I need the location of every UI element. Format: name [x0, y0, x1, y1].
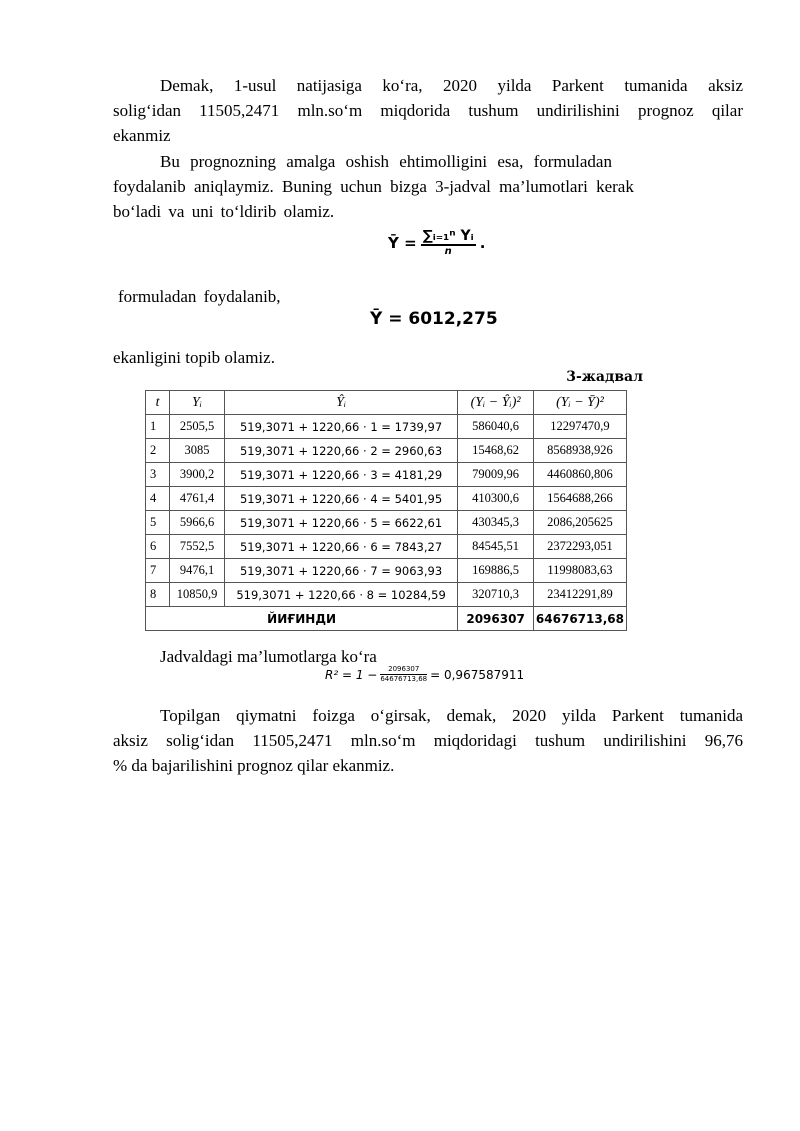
total-sq-deviation: 64676713,68 [533, 607, 626, 631]
table-caption: 3-жадвал [566, 369, 643, 385]
cell-y-hat: 519,3071 + 1220,66 · 3 = 4181,29 [224, 463, 457, 487]
cell-t: 8 [146, 583, 170, 607]
table-total-row [146, 607, 627, 631]
cell-t: 5 [146, 511, 170, 535]
paragraph-1-line-3: ekanmiz [113, 126, 171, 145]
cell-sq-deviation: 4460860,806 [533, 463, 626, 487]
cell-sq-deviation: 12297470,9 [533, 415, 626, 439]
cell-y: 5966,6 [170, 511, 225, 535]
mean-formula [388, 228, 485, 257]
data-table [145, 390, 627, 631]
table-row [146, 439, 627, 463]
cell-y: 3900,2 [170, 463, 225, 487]
header-y-hat: Ŷᵢ [224, 391, 457, 415]
cell-sq-deviation: 11998083,63 [533, 559, 626, 583]
table-row [146, 535, 627, 559]
cell-t: 3 [146, 463, 170, 487]
table-row [146, 511, 627, 535]
table-row [146, 463, 627, 487]
table-row [146, 487, 627, 511]
header-y: Yᵢ [170, 391, 225, 415]
paragraph-2-line-2: foydalanib aniqlaymiz. Buning uchun bizga 3-jadval ma’lumotlari kerak [113, 177, 634, 196]
table-header-row [146, 391, 627, 415]
cell-y: 4761,4 [170, 487, 225, 511]
cell-sq-error: 320710,3 [458, 583, 534, 607]
cell-y-hat: 519,3071 + 1220,66 · 2 = 2960,63 [224, 439, 457, 463]
cell-sq-error: 586040,6 [458, 415, 534, 439]
r-squared-denominator: 64676713,68 [380, 675, 428, 683]
cell-sq-deviation: 8568938,926 [533, 439, 626, 463]
paragraph-4: ekanligini topib olamiz. [113, 348, 275, 367]
paragraph-1-line-1: Demak, 1-usul natijasiga ko‘ra, 2020 yilda Parkent tumanida aksiz [160, 76, 743, 95]
table-row [146, 559, 627, 583]
paragraph-3: formuladan foydalanib, [118, 287, 281, 306]
cell-t: 7 [146, 559, 170, 583]
cell-y: 7552,5 [170, 535, 225, 559]
r-squared-rhs: = 0,967587911 [430, 667, 525, 682]
table-row [146, 583, 627, 607]
header-sq-error: (Yᵢ − Ŷᵢ)² [458, 391, 534, 415]
cell-y-hat: 519,3071 + 1220,66 · 8 = 10284,59 [224, 583, 457, 607]
cell-y-hat: 519,3071 + 1220,66 · 4 = 5401,95 [224, 487, 457, 511]
cell-sq-deviation: 1564688,266 [533, 487, 626, 511]
r-squared-formula [325, 665, 524, 684]
r-squared-fraction [380, 665, 427, 684]
cell-t: 4 [146, 487, 170, 511]
cell-y-hat: 519,3071 + 1220,66 · 5 = 6622,61 [224, 511, 457, 535]
cell-y-hat: 519,3071 + 1220,66 · 7 = 9063,93 [224, 559, 457, 583]
cell-sq-deviation: 2086,205625 [533, 511, 626, 535]
cell-sq-error: 79009,96 [458, 463, 534, 487]
cell-y-hat: 519,3071 + 1220,66 · 1 = 1739,97 [224, 415, 457, 439]
cell-y: 10850,9 [170, 583, 225, 607]
cell-sq-error: 169886,5 [458, 559, 534, 583]
cell-sq-deviation: 2372293,051 [533, 535, 626, 559]
cell-y-hat: 519,3071 + 1220,66 · 6 = 7843,27 [224, 535, 457, 559]
mean-formula-denominator: n [444, 246, 452, 257]
paragraph-6-line-3: % da bajarilishini prognoz qilar ekanmiz. [113, 756, 395, 775]
cell-t: 6 [146, 535, 170, 559]
cell-sq-error: 84545,51 [458, 535, 534, 559]
paragraph-1-line-2: solig‘idan 11505,2471 mln.so‘m miqdorida tushum undirilishini prognoz qilar [113, 101, 743, 120]
paragraph-5: Jadvaldagi ma’lumotlarga ko‘ra [160, 647, 377, 666]
header-sq-deviation: (Yᵢ − Ȳ)² [533, 391, 626, 415]
cell-sq-deviation: 23412291,89 [533, 583, 626, 607]
cell-t: 2 [146, 439, 170, 463]
cell-sq-error: 410300,6 [458, 487, 534, 511]
table-row [146, 415, 627, 439]
total-label: ЙИҒИНДИ [146, 607, 458, 631]
mean-formula-period: . [479, 233, 486, 252]
cell-sq-error: 15468,62 [458, 439, 534, 463]
cell-y: 9476,1 [170, 559, 225, 583]
paragraph-6-line-2: aksiz solig‘idan 11505,2471 mln.so‘m miqdoridagi tushum undirilishini 96,76 [113, 731, 743, 750]
r-squared-numerator: 2096307 [380, 665, 427, 675]
total-sq-error: 2096307 [458, 607, 534, 631]
mean-formula-numerator: ∑ᵢ₌₁ⁿ Yᵢ [422, 228, 474, 244]
paragraph-2-line-3: bo‘ladi va uni to‘ldirib olamiz. [113, 202, 335, 221]
cell-y: 2505,5 [170, 415, 225, 439]
mean-formula-lhs: Ȳ = [388, 233, 417, 252]
header-t: t [146, 391, 170, 415]
mean-formula-fraction [421, 228, 476, 257]
cell-t: 1 [146, 415, 170, 439]
paragraph-6-line-1: Topilgan qiymatni foizga o‘girsak, demak, 2020 yilda Parkent tumanida [160, 706, 743, 725]
cell-y: 3085 [170, 439, 225, 463]
r-squared-lhs: R² = 1 − [325, 667, 378, 682]
paragraph-2-line-1: Bu prognozning amalga oshish ehtimolligini esa, formuladan [160, 152, 612, 171]
cell-sq-error: 430345,3 [458, 511, 534, 535]
mean-value-formula: Ȳ = 6012,275 [370, 309, 498, 329]
